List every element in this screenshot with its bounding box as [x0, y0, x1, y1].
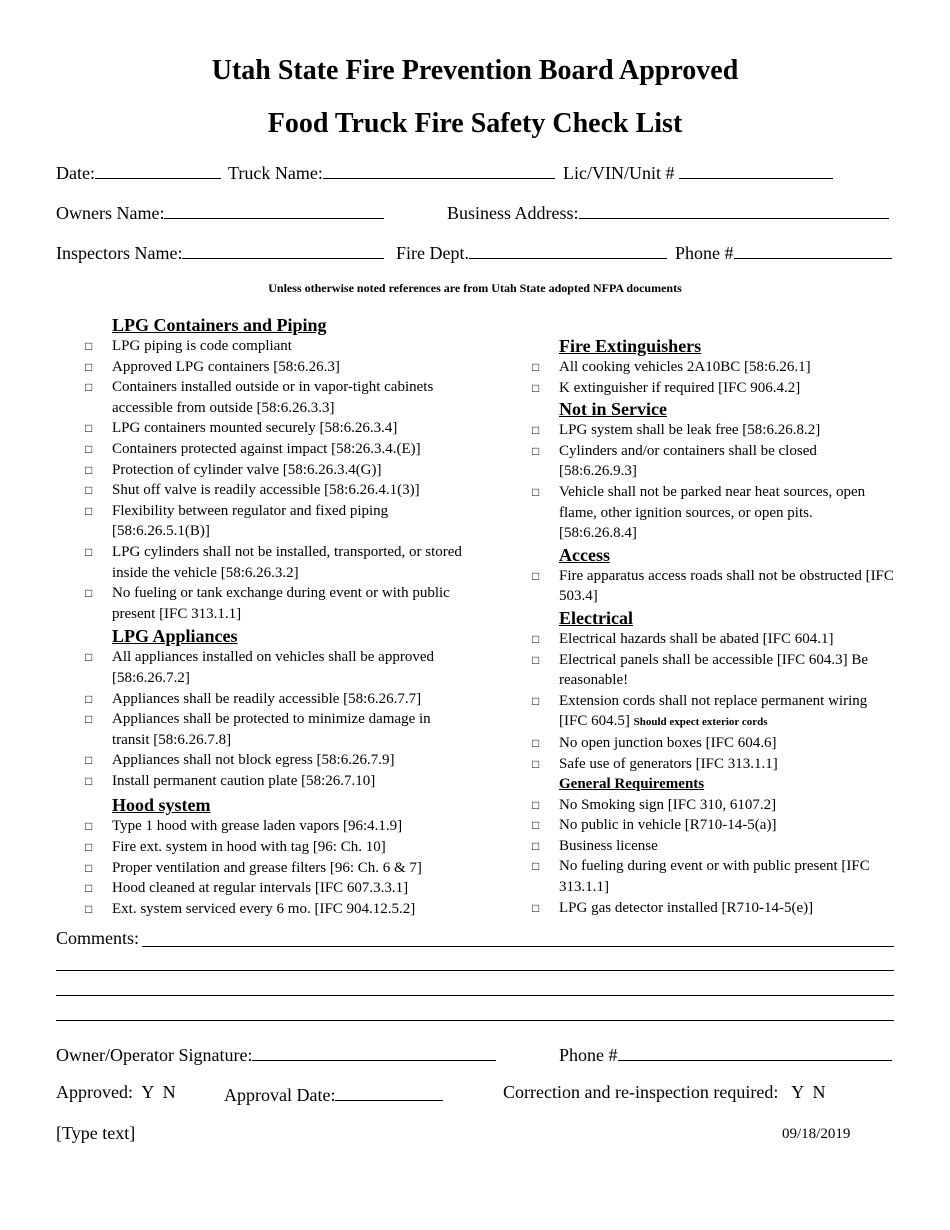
phone-line[interactable]: [734, 240, 892, 259]
checklist-item[interactable]: [85, 689, 462, 710]
checkbox-icon[interactable]: □: [532, 735, 540, 750]
checklist-item-label: LPG cylinders shall not be installed, transported, or stored inside the vehicle [58:6.26.3.2]: [112, 543, 462, 581]
checklist-item[interactable]: [532, 566, 894, 607]
checklist-item-label: Cylinders and/or containers shall be closed [58:6.26.9.3]: [559, 442, 817, 480]
checklist-item[interactable]: [85, 837, 462, 858]
checklist-item-label: No open junction boxes [IFC 604.6]: [559, 734, 777, 751]
checklist-item-label: Vehicle shall not be parked near heat sources, open flame, other ignition sources, or open pits. [58:6.26.8.4]: [559, 483, 866, 542]
checklist-item-label: LPG containers mounted securely [58:6.26.3.4]: [112, 420, 398, 437]
checklist: [532, 357, 894, 398]
checklist-item-label: Approved LPG containers [58:6.26.3]: [112, 358, 340, 375]
approval-date-line[interactable]: [335, 1082, 443, 1101]
checkbox-icon[interactable]: □: [532, 818, 540, 833]
checklist-item[interactable]: [85, 750, 462, 771]
extension-cord-note: Should expect exterior cords: [633, 716, 768, 729]
checklist-item-label: No public in vehicle [R710-14-5(a)]: [559, 817, 777, 834]
checkbox-icon[interactable]: □: [532, 360, 540, 374]
fire-dept-label: Fire Dept.: [396, 243, 469, 263]
inspectors-name-label: Inspectors Name:: [56, 243, 183, 263]
phone2-line[interactable]: [618, 1042, 892, 1061]
checkbox-icon[interactable]: □: [532, 693, 540, 708]
checklist-item-label: Appliances shall be protected to minimize damage in transit [58:6.26.7.8]: [112, 711, 431, 748]
checklist-item[interactable]: [532, 650, 894, 691]
checklist: [85, 816, 462, 919]
checkbox-icon[interactable]: □: [532, 380, 540, 395]
checklist-item[interactable]: [85, 357, 462, 378]
checkbox-icon[interactable]: □: [85, 753, 93, 768]
checklist-item-label: Containers protected against impact [58:26.3.4.(E)]: [112, 440, 421, 457]
checklist-item[interactable]: [85, 377, 462, 418]
checkbox-icon[interactable]: □: [532, 484, 540, 499]
checkbox-icon[interactable]: □: [85, 339, 93, 353]
checklist-item-label: Shut off valve is readily accessible [58:6.26.4.1(3)]: [112, 482, 420, 499]
checklist-item-label: Protection of cylinder valve [58:6.26.3.4(G)]: [112, 461, 382, 478]
checklist-item[interactable]: [85, 709, 462, 750]
section-electrical: Electrical: [559, 607, 633, 628]
checkbox-icon[interactable]: □: [85, 773, 93, 788]
checklist-item-label: Install permanent caution plate [58:26.7.10]: [112, 772, 376, 789]
checklist-item-label: Containers installed outside or in vapor-tight cabinets accessible from outside [58:6.26.3.3]: [112, 379, 434, 416]
section-lpg-appliances: LPG Appliances: [112, 626, 238, 647]
checklist-item-label: LPG gas detector installed [R710-14-5(e)]: [559, 899, 814, 916]
checklist-item-label: Electrical panels shall be accessible [IFC 604.3] Be reasonable!: [559, 651, 869, 689]
checklist-item[interactable]: [532, 629, 894, 650]
checklist: [532, 420, 894, 544]
checklist-item[interactable]: [85, 816, 462, 837]
checkbox-icon[interactable]: □: [532, 652, 540, 667]
checkbox-icon[interactable]: □: [532, 859, 540, 874]
checklist: [532, 566, 894, 607]
checkbox-icon[interactable]: □: [532, 797, 540, 812]
checklist-item[interactable]: [532, 691, 894, 733]
checklist-item-label: Ext. system serviced every 6 mo. [IFC 904.12.5.2]: [112, 900, 416, 917]
checklist: [532, 795, 894, 919]
checkbox-icon[interactable]: □: [85, 359, 93, 374]
checklist-item[interactable]: [85, 647, 462, 688]
date-label: Date:: [56, 163, 95, 183]
checklist-item[interactable]: [532, 441, 894, 482]
comments-label: Comments:: [56, 928, 140, 948]
checklist-item-label: Extension cords shall not replace permanent wiring [IFC 604.5]: [559, 692, 868, 730]
approval-date-field[interactable]: [224, 1082, 443, 1106]
checklist-item-label: No Smoking sign [IFC 310, 6107.2]: [559, 796, 777, 813]
fire-dept-line[interactable]: [469, 240, 667, 259]
section-hood-system: Hood system: [112, 795, 211, 816]
owners-name-line[interactable]: [164, 200, 384, 219]
checklist-item-label: Electrical hazards shall be abated [IFC 604.1]: [559, 630, 834, 647]
reference-note: Unless otherwise noted references are from Utah State adopted NFPA documents: [268, 281, 682, 295]
checklist-item-label: Fire apparatus access roads shall not be obstructed [IFC 503.4]: [559, 567, 894, 605]
checklist-item[interactable]: [532, 836, 894, 857]
truck-name-line[interactable]: [323, 160, 555, 179]
checklist-item[interactable]: [85, 480, 462, 501]
section-access: Access: [559, 544, 610, 565]
checkbox-icon[interactable]: □: [85, 544, 93, 559]
checkbox-icon[interactable]: □: [85, 901, 93, 916]
checklist-item-label: LPG system shall be leak free [58:6.26.8.2]: [559, 422, 821, 439]
checkbox-icon[interactable]: □: [532, 423, 540, 438]
checklist-item[interactable]: [532, 420, 894, 441]
type-text: [Type text]: [56, 1123, 136, 1143]
lic-label: Lic/VIN/Unit #: [563, 163, 675, 183]
checkbox-icon[interactable]: □: [85, 881, 93, 896]
truck-name-field[interactable]: [228, 160, 555, 184]
checkbox-icon[interactable]: □: [532, 900, 540, 915]
checklist-item-label: K extinguisher if required [IFC 906.4.2]: [559, 379, 801, 396]
checklist-item[interactable]: [85, 583, 462, 624]
checklist-item-label: Appliances shall not block egress [58:6.26.7.9]: [112, 752, 395, 769]
owners-name-field[interactable]: [56, 200, 384, 224]
checklist-item-label: No fueling during event or with public present [IFC 313.1.1]: [559, 858, 870, 896]
date-stamp: 09/18/2019: [782, 1126, 851, 1142]
checkbox-icon[interactable]: □: [532, 443, 540, 458]
signature-field[interactable]: [56, 1042, 496, 1066]
checklist-item[interactable]: [532, 856, 894, 897]
phone2-field[interactable]: [559, 1042, 892, 1066]
checklist-item-label: Type 1 hood with grease laden vapors [96:4.1.9]: [112, 818, 403, 835]
checkbox-icon[interactable]: □: [532, 568, 540, 583]
section-general-requirements: General Requirements: [559, 776, 705, 793]
checkbox-icon[interactable]: □: [532, 838, 540, 853]
checklist-item[interactable]: [85, 501, 462, 542]
checklist-item-label: Fire ext. system in hood with tag [96: Ch. 10]: [112, 839, 386, 856]
checkbox-icon[interactable]: □: [85, 712, 93, 727]
truck-name-label: Truck Name:: [228, 163, 323, 183]
checkbox-icon[interactable]: □: [85, 819, 93, 834]
phone-field[interactable]: [675, 240, 892, 264]
checklist-item[interactable]: [532, 898, 894, 919]
checklist-item[interactable]: [532, 378, 894, 399]
comments-line-2[interactable]: [56, 970, 894, 971]
checklist-item[interactable]: [85, 771, 462, 792]
lic-field[interactable]: [563, 160, 833, 184]
checklist-item-label: All cooking vehicles 2A10BC [58:6.26.1]: [559, 359, 811, 375]
comments-line-1[interactable]: [142, 946, 894, 947]
checklist-item[interactable]: [85, 858, 462, 879]
checklist-item-label: Flexibility between regulator and fixed piping [58:6.26.5.1(B)]: [112, 502, 389, 540]
checkbox-icon[interactable]: □: [85, 483, 93, 498]
checkbox-icon[interactable]: □: [85, 503, 93, 518]
checklist-item[interactable]: [85, 878, 462, 899]
form-title: Utah State Fire Prevention Board Approved: [211, 55, 739, 86]
checklist-item[interactable]: [532, 795, 894, 816]
checklist-item[interactable]: [85, 460, 462, 481]
checklist-item-label: Appliances shall be readily accessible [58:6.26.7.7]: [112, 690, 422, 707]
right-column: [532, 335, 894, 918]
checkbox-icon[interactable]: □: [85, 586, 93, 601]
checklist-item[interactable]: [532, 733, 894, 754]
phone2-label: Phone #: [559, 1045, 618, 1065]
signature-label: Owner/Operator Signature:: [56, 1045, 253, 1065]
checklist-item[interactable]: [85, 899, 462, 920]
correction-label: Correction and re-inspection required: Y N: [503, 1082, 826, 1102]
checkbox-icon[interactable]: □: [532, 756, 540, 771]
left-column: [85, 314, 462, 919]
checkbox-icon[interactable]: □: [85, 441, 93, 456]
lic-line[interactable]: [679, 160, 833, 179]
section-lpg-containers: LPG Containers and Piping: [112, 315, 327, 335]
checklist-item[interactable]: [85, 439, 462, 460]
checklist: [85, 336, 462, 624]
checkbox-icon[interactable]: □: [85, 860, 93, 875]
checklist-item-label: Hood cleaned at regular intervals [IFC 607.3.3.1]: [112, 880, 409, 897]
business-address-line[interactable]: [579, 200, 889, 219]
fire-dept-field[interactable]: [396, 240, 667, 264]
checklist: [85, 647, 462, 791]
checkbox-icon[interactable]: □: [85, 840, 93, 855]
checklist-item[interactable]: [532, 357, 894, 378]
checklist-item[interactable]: [532, 482, 894, 544]
checklist-item-label: Business license: [559, 837, 658, 854]
checkbox-icon[interactable]: □: [85, 462, 93, 477]
checklist-item-label: Proper ventilation and grease filters [96: Ch. 6 & 7]: [112, 859, 422, 876]
signature-line[interactable]: [252, 1042, 496, 1061]
owners-name-label: Owners Name:: [56, 203, 165, 223]
date-field[interactable]: [56, 160, 221, 184]
phone-label: Phone #: [675, 243, 734, 263]
checklist-item[interactable]: [85, 418, 462, 439]
checklist: [532, 629, 894, 774]
checklist-item[interactable]: [532, 754, 894, 775]
section-fire-extinguishers: Fire Extinguishers: [559, 336, 702, 356]
checklist-item[interactable]: [532, 815, 894, 836]
inspectors-name-field[interactable]: [56, 240, 384, 264]
comments-line-4[interactable]: [56, 1020, 894, 1021]
date-line[interactable]: [95, 160, 221, 179]
checkbox-icon[interactable]: □: [85, 421, 93, 436]
business-address-field[interactable]: [447, 200, 889, 224]
checkbox-icon[interactable]: □: [532, 631, 540, 646]
business-address-label: Business Address:: [447, 203, 579, 223]
checklist-item-label: LPG piping is code compliant: [112, 338, 292, 354]
form-subtitle: Food Truck Fire Safety Check List: [267, 108, 683, 139]
checklist-item-label: No fueling or tank exchange during event or with public present [IFC 313.1.1]: [112, 585, 450, 622]
checkbox-icon[interactable]: □: [85, 380, 93, 395]
checklist-item-label: Safe use of generators [IFC 313.1.1]: [559, 755, 778, 772]
checklist-item-label: All appliances installed on vehicles shall be approved [58:6.26.7.2]: [112, 649, 434, 686]
checklist-item[interactable]: [85, 336, 462, 357]
comments-line-3[interactable]: [56, 995, 894, 996]
checkbox-icon[interactable]: □: [85, 691, 93, 706]
checkbox-icon[interactable]: □: [85, 650, 93, 665]
approval-date-label: Approval Date:: [224, 1085, 336, 1105]
section-not-in-service: Not in Service: [559, 399, 667, 420]
checklist-item[interactable]: [85, 542, 462, 583]
approved-label: Approved: Y N: [56, 1082, 176, 1102]
inspectors-name-line[interactable]: [182, 240, 384, 259]
